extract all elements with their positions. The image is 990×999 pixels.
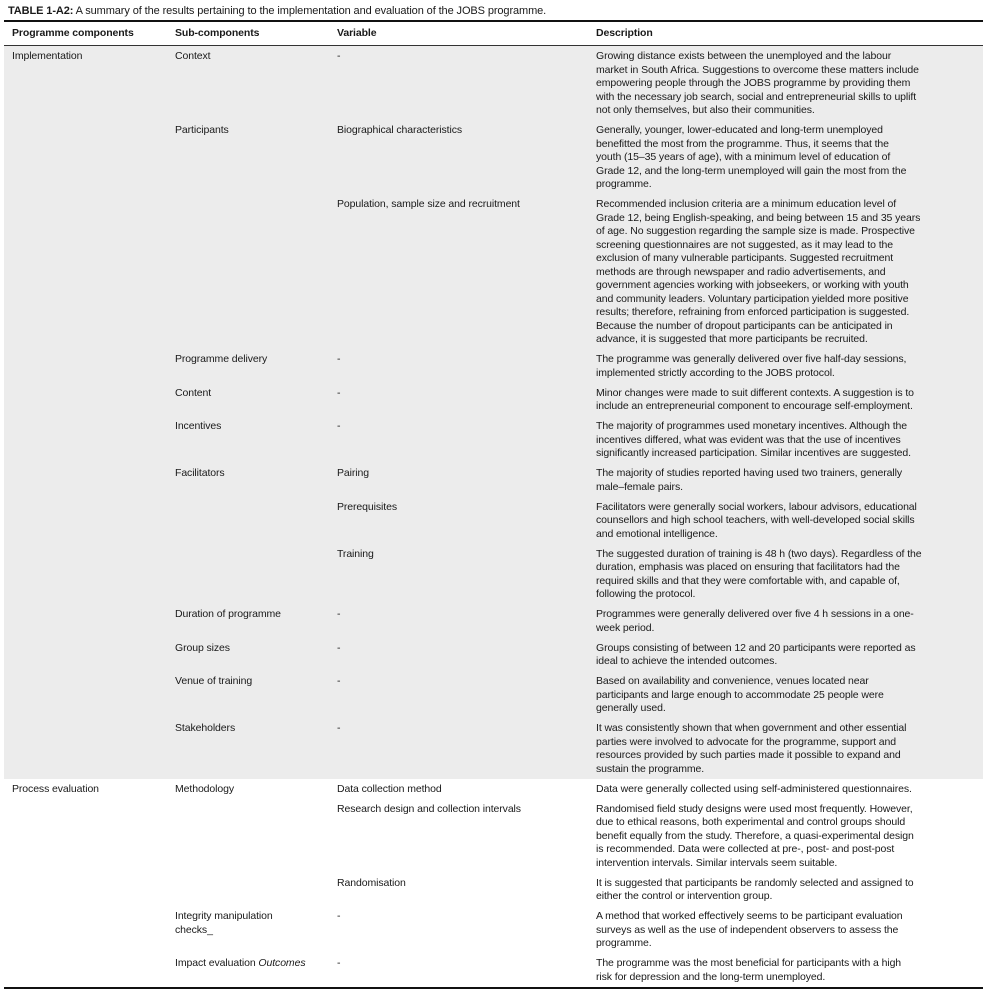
table-row bbox=[4, 194, 983, 349]
description: Groups consisting of between 12 and 20 participants were reported as ideal to achieve the intended outcomes. bbox=[596, 641, 916, 667]
description: A method that worked effectively seems to be participant evaluation surveys as well as the use of independent observers to assess the programme. bbox=[596, 910, 903, 949]
variable: Prerequisites bbox=[337, 500, 397, 513]
sub-component bbox=[175, 783, 337, 797]
description: Randomised field study designs were used most frequently. However, due to ethical reasons, both experimental and control groups should benefit equally from the study. Therefore, a quasi-experimental design is recommended. Data were collected at pre-, post- and post-post intervention intervals. Similar intervals seem suitable. bbox=[596, 802, 914, 869]
sub-component bbox=[175, 50, 337, 118]
description: Programmes were generally delivered over five 4 h sessions in a one- week period. bbox=[596, 608, 914, 634]
table-caption-text: A summary of the results pertaining to the implementation and evaluation of the JOBS programme. bbox=[73, 5, 547, 17]
table-row bbox=[4, 604, 983, 638]
programme-component bbox=[4, 501, 175, 542]
variable: - bbox=[337, 675, 341, 687]
sub-component-text: Incentives bbox=[175, 420, 222, 432]
programme-component bbox=[4, 353, 175, 380]
description: It was consistently shown that when government and other essential parties were involved to advocate for the programme, support and resources provided by such parties made it possible to expand and sustain the programme. bbox=[596, 722, 907, 775]
programme-component bbox=[4, 467, 175, 494]
sub-component bbox=[175, 353, 337, 380]
table-row bbox=[4, 349, 983, 383]
table-row bbox=[4, 497, 983, 544]
table-row bbox=[4, 718, 983, 779]
variable: Pairing bbox=[337, 467, 369, 479]
variable: Data collection method bbox=[337, 782, 442, 795]
sub-component bbox=[175, 675, 337, 716]
sub-component bbox=[175, 877, 337, 904]
header-description: Description bbox=[596, 26, 653, 39]
description: Based on availability and convenience, venues located near participants and large enough to accommodate 25 people were generally used. bbox=[596, 675, 884, 714]
description: It is suggested that participants be randomly selected and assigned to either the control or intervention group. bbox=[596, 876, 914, 902]
table-row bbox=[4, 46, 983, 120]
table-row bbox=[4, 544, 983, 605]
sub-component bbox=[175, 722, 337, 776]
description: The majority of studies reported having used two trainers, generally male–female pairs. bbox=[596, 467, 903, 493]
header-programme-components: Programme components bbox=[12, 26, 134, 39]
sub-component bbox=[175, 198, 337, 347]
variable: - bbox=[337, 910, 341, 922]
sub-component-text: Group sizes bbox=[175, 641, 230, 654]
programme-component bbox=[4, 675, 175, 716]
description: Recommended inclusion criteria are a minimum education level of Grade 12, being English-speaking, and being between 15 and 35 years of age. No suggestion regarding the sample size is made. Prospective screening questionnaires are not suggested, as it may lead to the exclusion of many vulnerable participants. Suggested recruitment methods are through newspaper and radio advertisements, and government agencies working with jobseekers, or working with youth and community leaders. Voluntary participation yielded more positive results; therefore, refraining from enforced participation is suggested. Because the number of dropout participants can be anticipated in advance, it is suggested that more participants be recruited. bbox=[596, 198, 921, 345]
variable: - bbox=[337, 957, 341, 969]
programme-component bbox=[4, 877, 175, 904]
variable: - bbox=[337, 386, 341, 399]
table-row bbox=[4, 906, 983, 953]
table-row bbox=[4, 953, 983, 987]
variable: Training bbox=[337, 547, 374, 560]
sub-component-text: Duration of programme bbox=[175, 608, 281, 620]
description: The programme was generally delivered over five half-day sessions, implemented strictly according to the JOBS protocol. bbox=[596, 353, 907, 379]
table-row bbox=[4, 671, 983, 718]
sub-component-text: Venue of training bbox=[175, 675, 253, 687]
table-row bbox=[4, 799, 983, 873]
sub-component bbox=[175, 910, 337, 951]
description: The suggested duration of training is 48 h (two days). Regardless of the duration, emphasis was placed on ensuring that facilitators had the required skills and that they were comfortable with, and capable of, following the protocol. bbox=[596, 547, 922, 600]
table-row bbox=[4, 416, 983, 463]
sub-component bbox=[175, 420, 337, 461]
programme-component bbox=[4, 722, 175, 776]
table-section bbox=[4, 779, 983, 987]
programme-component bbox=[4, 803, 175, 871]
table-label: TABLE 1-A2: bbox=[8, 5, 74, 17]
bottom-rule bbox=[4, 987, 983, 989]
sub-component-text: Methodology bbox=[175, 782, 235, 795]
table-row bbox=[4, 120, 983, 194]
table-row bbox=[4, 463, 983, 497]
variable: - bbox=[337, 50, 341, 62]
sub-component bbox=[175, 548, 337, 602]
sub-component-text: Integrity manipulation checks_ bbox=[175, 910, 273, 936]
sub-component-text: Programme delivery bbox=[175, 353, 268, 365]
programme-component bbox=[4, 608, 175, 635]
programme-component bbox=[4, 642, 175, 669]
sub-component-text: Facilitators bbox=[175, 467, 225, 479]
sub-component-text: Content bbox=[175, 386, 212, 399]
sub-component bbox=[175, 124, 337, 192]
table-caption bbox=[8, 5, 546, 17]
sub-component bbox=[175, 608, 337, 635]
variable: Population, sample size and recruitment bbox=[337, 198, 520, 210]
variable: Research design and collection intervals bbox=[337, 802, 521, 815]
sub-component bbox=[175, 803, 337, 871]
table-row bbox=[4, 383, 983, 417]
sub-component bbox=[175, 957, 337, 984]
variable: - bbox=[337, 608, 341, 620]
sub-component-italic: Outcomes bbox=[258, 957, 306, 969]
variable: - bbox=[337, 420, 341, 432]
table-row bbox=[4, 779, 983, 799]
sub-component-text: Stakeholders bbox=[175, 722, 236, 734]
sub-component bbox=[175, 501, 337, 542]
header-variable: Variable bbox=[337, 26, 377, 39]
variable: Randomisation bbox=[337, 876, 406, 889]
programme-component bbox=[4, 957, 175, 984]
programme-component bbox=[4, 124, 175, 192]
variable: - bbox=[337, 641, 341, 654]
description: The programme was the most beneficial for participants with a high risk for depression and the long-term unemployed. bbox=[596, 957, 902, 983]
programme-component bbox=[4, 548, 175, 602]
variable: Biographical characteristics bbox=[337, 124, 463, 136]
variable: - bbox=[337, 353, 341, 365]
programme-component: Implementation bbox=[12, 50, 83, 62]
description: Facilitators were generally social workers, labour advisors, educational counsellors and high school teachers, with well-developed social skills and emotional intelligence. bbox=[596, 500, 917, 540]
programme-component: Process evaluation bbox=[12, 782, 99, 795]
variable: - bbox=[337, 722, 341, 734]
table-section bbox=[4, 46, 983, 779]
sub-component bbox=[175, 642, 337, 669]
programme-component bbox=[4, 387, 175, 414]
sub-component-text: Context bbox=[175, 50, 211, 62]
description: The majority of programmes used monetary incentives. Although the incentives differed, what was evident was that the use of incentives significantly increased participation. Similar incentives are suggested. bbox=[596, 420, 911, 459]
table-row bbox=[4, 638, 983, 672]
description: Generally, younger, lower-educated and long-term unemployed benefitted the most from the programme. Thus, it seems that the youth (15–35 years of age), with a minimum level of education of Grade 12, and the long-term unemployed will gain the most from the programme. bbox=[596, 124, 907, 190]
header-sub-components: Sub-components bbox=[175, 26, 260, 39]
programme-component bbox=[4, 910, 175, 951]
sub-component-text: Participants bbox=[175, 124, 229, 136]
programme-component bbox=[4, 420, 175, 461]
sub-component-text: Impact evaluation bbox=[175, 957, 259, 969]
results-table bbox=[4, 22, 983, 989]
sub-component bbox=[175, 467, 337, 494]
programme-component bbox=[4, 198, 175, 347]
description: Minor changes were made to suit different contexts. A suggestion is to include an entrepreneurial component to encourage self-employment. bbox=[596, 386, 914, 412]
description: Growing distance exists between the unemployed and the labour market in South Africa. Suggestions to overcome these matters include empowering people through the JOBS programme by providing them with the necessary job search, social and entrepreneurial skills to uplift not only themselves, but also their communities. bbox=[596, 50, 919, 116]
description: Data were generally collected using self-administered questionnaires. bbox=[596, 782, 912, 795]
sub-component bbox=[175, 387, 337, 414]
table-header-row bbox=[4, 22, 983, 46]
table-row bbox=[4, 873, 983, 907]
